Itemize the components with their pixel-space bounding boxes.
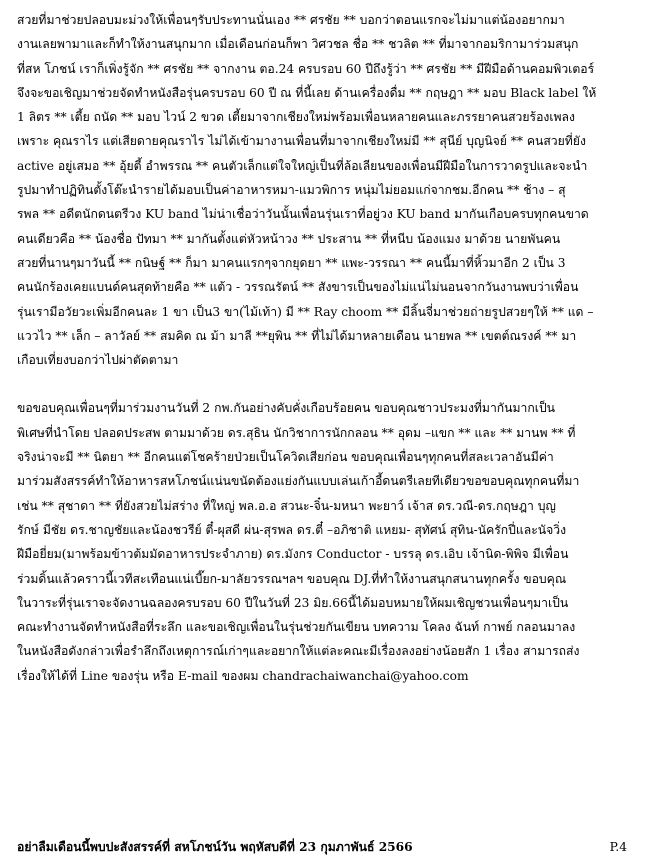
text-line: ขอขอบคุณเพื่อนๆที่มาร่วมงานวันที่ 2 กพ.กันอย่างคับคั่งเกือบร้อยคน ขอบคุณชาวประมงที่มากันมากเป็น [17,401,556,416]
footer-reminder: อย่าลืมเดือนนี้พบปะสังสรรค์ที่ สหโภชน์วัน พฤหัสบดีที่ 23 กุมภาพันธ์ 2566 [17,840,413,854]
text-line: เรื่องให้ได้ที่ Line ของรุ่น หรือ E-mail ของผม chandrachaiwanchai@yahoo.com [17,668,469,683]
text-line: พิเศษที่นำโดย ปลอดประสพ ตามมาด้วย ดร.สุธิน นักวิชาการนักกลอน ** อุดม –แขก ** และ ** มานพ ** ที่ [17,425,576,440]
text-line: ร่วมดิ้นแล้วคราวนี้เวทีสะเทือนแน่เบี๊ยก-มาลัยวรรณฯลฯ ขอบคุณ DJ.ที่ทำให้งานสนุกสนานทุกครั้ง ขอบคุณ [17,571,567,586]
text-line: มาร่วมสังสรรค์ทำให้อาหารสหโภชน์แน่นขนัดต้องแย่งกันแบบเล่นเก้าอี้ดนตรีเลยทีเดียวขอขอบคุณทุกคนที่มา [17,474,580,489]
text-line: เกือบเที่ยงบอกว่าไปผ่าตัดตามา [17,353,179,368]
text-line: สวยที่นานๆมาวันนี้ ** กนิษฐ์ ** ก็มา มาคนแรกๆจากยุดยา ** แพะ-วรรณา ** คนนี้มาที่หิ้วมาอีก 2 เป็น 3 [17,255,566,270]
text-line: จริงน่าจะมี ** นิตยา ** อีกคนแต่โชคร้ายป่วยเป็นโควิดเสียก่อน ขอบคุณเพื่อนๆทุกคนที่สละเวลาอันมีค่า [17,450,554,465]
text-line: ในหนังสือดังกล่าวเพื่อรำลึกถึงเหตุการณ์เก่าๆและอยากให้แต่ละคณะมีเรื่องลงอย่างน้อยสัก 1 เรื่อง สามารถส่ง [17,644,580,659]
text-line: คนเดียวคือ ** น้องชื่อ ปัทมา ** มากันตั้งแต่หัวหน้าวง ** ประสาน ** ที่หนีบ น้องแมง มาด้วย นายพันคน [17,231,561,246]
text-line: ในวาระที่รุ่นเราจะจัดงานฉลองครบรอบ 60 ปีในวันที่ 23 มิย.66นี้ได้มอบหมายให้ผมเชิญชวนเพื่อนๆมาเป็น [17,595,569,610]
text-line: รพล ** อดีตนักดนตรีวง KU band ไม่น่าเชื่อว่าวันนั้นเพื่อนรุ่นเราที่อยู่วง KU band มากันเกือบครบทุกคนขาด [17,207,589,222]
text-line: สวยที่มาช่วยปลอบมะม่วงให้เพื่อนๆรับประทานนั่นเอง ** ศรชัย ** บอกว่าตอนแรกจะไม่มาแต่น้องอยากมา [17,13,565,27]
page-number: P.4 [609,840,627,854]
text-line: งานเลยพามาและก็ทำให้งานสนุกมาก เมื่อเดือนก่อนก็พา วิศวชล ชื่อ ** ชวลิต ** ที่มาจากอมริกามาร่วมสนุก [17,37,579,52]
text-line: จึงจะขอเชิญมาช่วยจัดทำหนังสือรุ่นครบรอบ 60 ปี ณ ที่นี้เลย ด้านเครื่องดื่ม ** กฤษฎา ** มอบ Black label ให้ [17,85,597,100]
text-line: เพราะ คุณราไร แต่เสียดายคุณราไร ไม่ได้เข้ามางานเพื่อนที่มาจากเชียงใหม่มี ** สุนีย์ บุญนิจย์ ** คนสวยที่ยัง [17,134,586,149]
text-line: รักษ์ มีชัย ดร.ชาญชัยและน้องชวรีย์ ตี๋-ผุสดี ผ่น-สุรพล ดร.ตี๋ –อภิชาติ แหยม- สุทัศน์ สุทิน-นัครักปี่และนัจวิ่ง [17,522,567,537]
text-line: 1 ลิตร ** เตี้ย ถนัด ** มอบ ไวน์ 2 ขวด เตี้ยมาจากเชียงใหม่พร้อมเพื่อนหลายคนและภรรยาคนสวยร้องเพลง [17,110,575,125]
page-footer [17,836,627,858]
text-line: active อยู่เสมอ ** อุ้ยตี้ อำพรรณ ** คนตัวเล็กแต่ใจใหญ่เป็นที่ล้อเลียนของเพื่อนมีฝีมือในการวาดรูปและจะนำ [17,158,588,173]
text-line: ที่สห โภชน์ เราก็เพิ่งรู้จัก ** ศรชัย ** จากงาน ตอ.24 ครบรอบ 60 ปีถึงรู้ว่า ** ศรชัย ** มีฝีมือด้านคอมพิวเตอร์ [17,61,595,76]
text-line: คณะทำงานจัดทำหนังสือที่ระลึก และขอเชิญเพื่อนในรุ่นช่วยกันเขียน บทความ โคลง ฉันท์ กาพย์ กลอนมาลง [17,620,576,635]
text-line: แววไว ** เล็ก – ลาวัลย์ ** สมคิด ณ ม้า มาลี **ยุพิน ** ที่ไม่ได้มาหลายเดือน นายพล ** เขตต์ณรงค์ ** มา [17,328,577,343]
text-line: คนนักร้องเคยแบนด์คนสุดท้ายคือ ** แต้ว - วรรณรัตน์ ** สังขารเป็นของไม่แน่ไม่นอนจากวันงานพบว่าเพื่อน [17,280,579,295]
paragraph-gap [17,372,635,396]
paragraph-guests [17,8,635,372]
text-line: รุ่นเรามีอวัยวะเพิ่มอีกคนละ 1 ขา เป็น3 ขา(ไม้เท้า) มี ** Ray choom ** มีลิ้นจี่มาช่วยถ่ายรูปสวยๆให้ ** แด – [17,304,594,319]
paragraph-thanks [17,396,635,688]
text-line: เช่น ** สุชาดา ** ที่ยังสวยไม่สร่าง ที่ใหญ่ พล.อ.อ สวนะ-จิ๋น-มหนา พะยาว์ เจ้าส ดร.วณี-ดร.กฤษฎา บุญ [17,498,556,513]
text-line: รูปมาทำปฏิทินตั้งโต๊ะนำรายได้มอบเป็นค่าอาหารหมา-แมวพิการ หนุ่มไม่ยอมแก่จากชม.อีกคน ** ช้าง – สุ [17,183,566,198]
text-line: ฝีมือยี่ยม(มาพร้อมข้าวต้มมัดอาหารประจำภาย) ดร.มังกร Conductor - บรรลุ ดร.เอิบ เจ้านิด-พิพิจ มีเพื่อน [17,547,569,562]
